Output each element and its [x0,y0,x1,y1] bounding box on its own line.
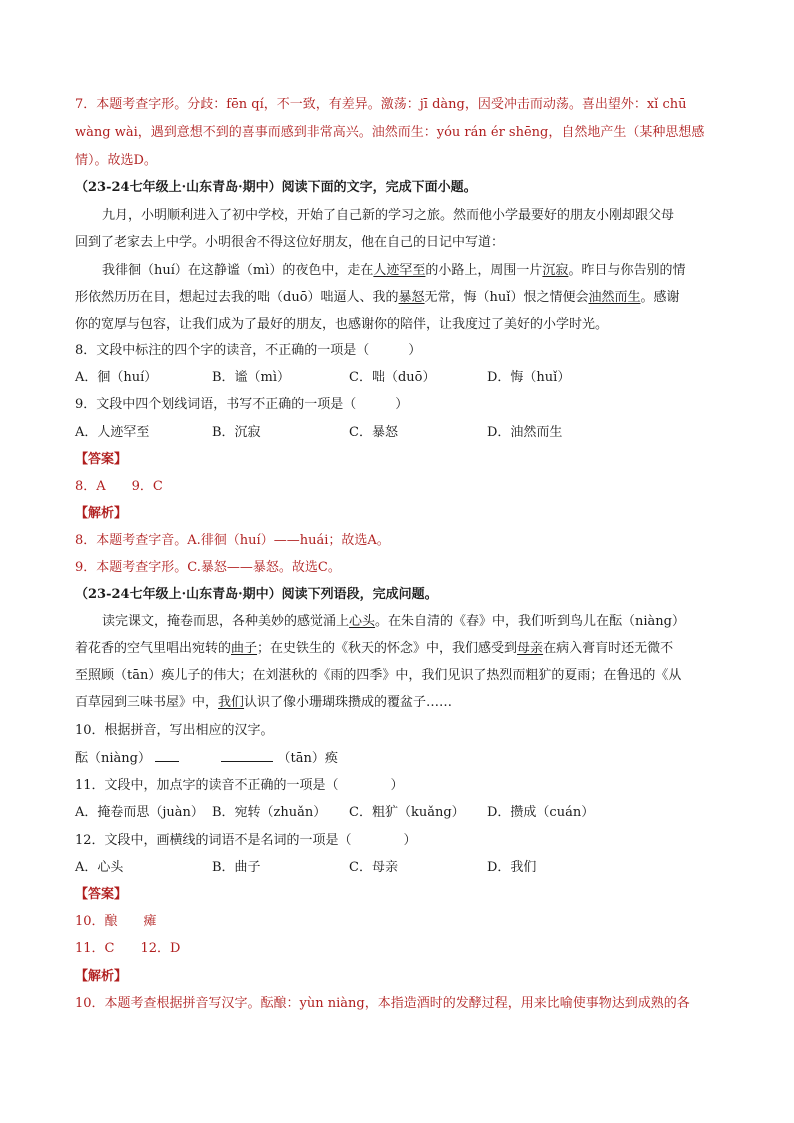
underlined-word: 我们 [218,695,245,710]
underlined-word: 心头 [349,614,376,629]
underlined-word: 油然而生 [588,290,641,305]
analysis-label: 【解析】 [75,969,128,984]
section2-header: （23-24七年级上·山东青岛·期中）阅读下列语段，完成问题。 [75,587,438,602]
passage-text: 。在朱自清的《春》中，我们听到鸟儿在酝（niàng） [375,614,686,629]
q8-option-b: B．谧（mì） [212,370,291,385]
explanation-7-line3: 情）。故选D。 [75,153,157,168]
explanation-7-line2: wàng wài，遇到意想不到的喜事而感到非常高兴。油然而生：yóu rán ér shēng，自然地产生（某种思想感 [75,125,705,140]
passage2-line4 [75,694,452,712]
q12-option-a: A．心头 [75,860,124,875]
question-9-stem: 9．文段中四个划线词语，书写不正确的一项是（ ） [75,397,409,412]
underlined-word: 沉寂 [542,263,569,278]
diary-text: 无常，悔（huǐ）恨之情便会 [424,290,589,305]
diary-line1 [102,262,685,280]
answer-label: 【答案】 [75,452,128,467]
q11-option-a: A．掩卷而思（juàn） [75,805,204,820]
q10-blank-a[interactable] [155,749,179,762]
passage-text: 认识了像小珊瑚珠攒成的覆盆子…… [244,695,453,710]
q11-option-d: D．攒成（cuán） [487,805,595,820]
underlined-word: 人迹罕至 [373,263,426,278]
q9-option-c: C．暴怒 [349,425,398,440]
passage1-line1: 九月，小明顺利进入了初中学校，开始了自己新的学习之旅。然而他小学最要好的朋友小刚却跟父母 [102,208,675,223]
q11-option-c: C．粗犷（kuǎng） [349,805,465,820]
passage2-line1 [102,613,685,631]
answer-text: 8．A 9．C [75,479,163,494]
diary-text: 我徘徊（huí）在这静谧（mì）的夜色中，走在 [102,263,374,278]
passage1-line2: 回到了老家去上中学。小明很舍不得这位好朋友，他在自己的日记中写道： [75,235,505,250]
analysis-10: 10．本题考查根据拼音写汉字。酝酿：yùn niàng，本指造酒时的发酵过程，用来比喻使事物达到成熟的各 [75,996,690,1011]
q9-option-d: D．油然而生 [487,425,563,440]
q10-prompt-a: 酝（niàng） [75,751,151,766]
diary-text: 。感谢 [640,290,680,305]
question-11-stem: 11．文段中，加点字的读音不正确的一项是（ ） [75,778,404,793]
underlined-word: 曲子 [231,641,258,656]
analysis-8: 8．本题考查字音。A.徘徊（huí）——huái；故选A。 [75,533,390,548]
q9-option-a: A．人迹罕至 [75,425,150,440]
analysis-9: 9．本题考查字形。C.暴怒——暴怒。故选C。 [75,560,341,575]
q10-blank-b[interactable] [221,749,273,762]
diary-line3: 你的宽厚与包容，让我们成为了最好的朋友，也感谢你的陪伴，让我度过了美好的小学时光。 [75,317,609,332]
question-10-stem: 10．根据拼音，写出相应的汉字。 [75,723,274,738]
passage-text: 着花香的空气里唱出宛转的 [75,641,232,656]
q10-prompt-b: （tān）痪 [277,751,338,766]
explanation-7-line1: 7．本题考查字形。分歧：fēn qí，不一致，有差异。激荡：jī dàng，因受冲击而动荡。喜出望外：xǐ chū [75,97,687,112]
passage-text: 在病入膏肓时还无微不 [543,641,674,656]
diary-text: 形依然历历在目，想起过去我的咄（duō）咄逼人、我的 [75,290,399,305]
q8-option-c: C．咄（duō） [349,370,436,385]
q8-option-a: A．徊（huí） [75,370,158,385]
passage2-line3: 至照顾（tān）痪儿子的伟大；在刘湛秋的《雨的四季》中，我们见识了热烈而粗犷的夏雨；在鲁迅的《从 [75,668,682,683]
passage-text: 百草园到三味书屋》中， [75,695,219,710]
passage-text: ；在史铁生的《秋天的怀念》中，我们感受到 [257,641,518,656]
q9-option-b: B．沉寂 [212,425,261,440]
question-10-blanks [75,749,338,768]
passage-text: 读完课文，掩卷而思，各种美妙的感觉涌上 [102,614,350,629]
q12-option-d: D．我们 [487,860,537,875]
underlined-word: 母亲 [517,641,544,656]
answer-10: 10．酿 瘫 [75,914,157,929]
question-12-stem: 12．文段中，画横线的词语不是名词的一项是（ ） [75,833,417,848]
q12-option-c: C．母亲 [349,860,398,875]
q12-option-b: B．曲子 [212,860,261,875]
analysis-label: 【解析】 [75,506,128,521]
answer-11-12: 11．C 12．D [75,941,181,956]
passage2-line2 [75,640,673,658]
underlined-word: 暴怒 [398,290,425,305]
question-8-stem: 8．文段中标注的四个字的读音，不正确的一项是（ ） [75,343,422,358]
answer-label: 【答案】 [75,887,128,902]
q8-option-d: D．悔（huǐ） [487,370,571,385]
diary-line2 [75,289,679,307]
diary-text: 。昨日与你告别的情 [568,263,686,278]
section1-header: （23-24七年级上·山东青岛·期中）阅读下面的文字，完成下面小题。 [75,180,477,195]
q11-option-b: B．宛转（zhuǎn） [212,805,327,820]
diary-text: 的小路上，周围一片 [425,263,543,278]
